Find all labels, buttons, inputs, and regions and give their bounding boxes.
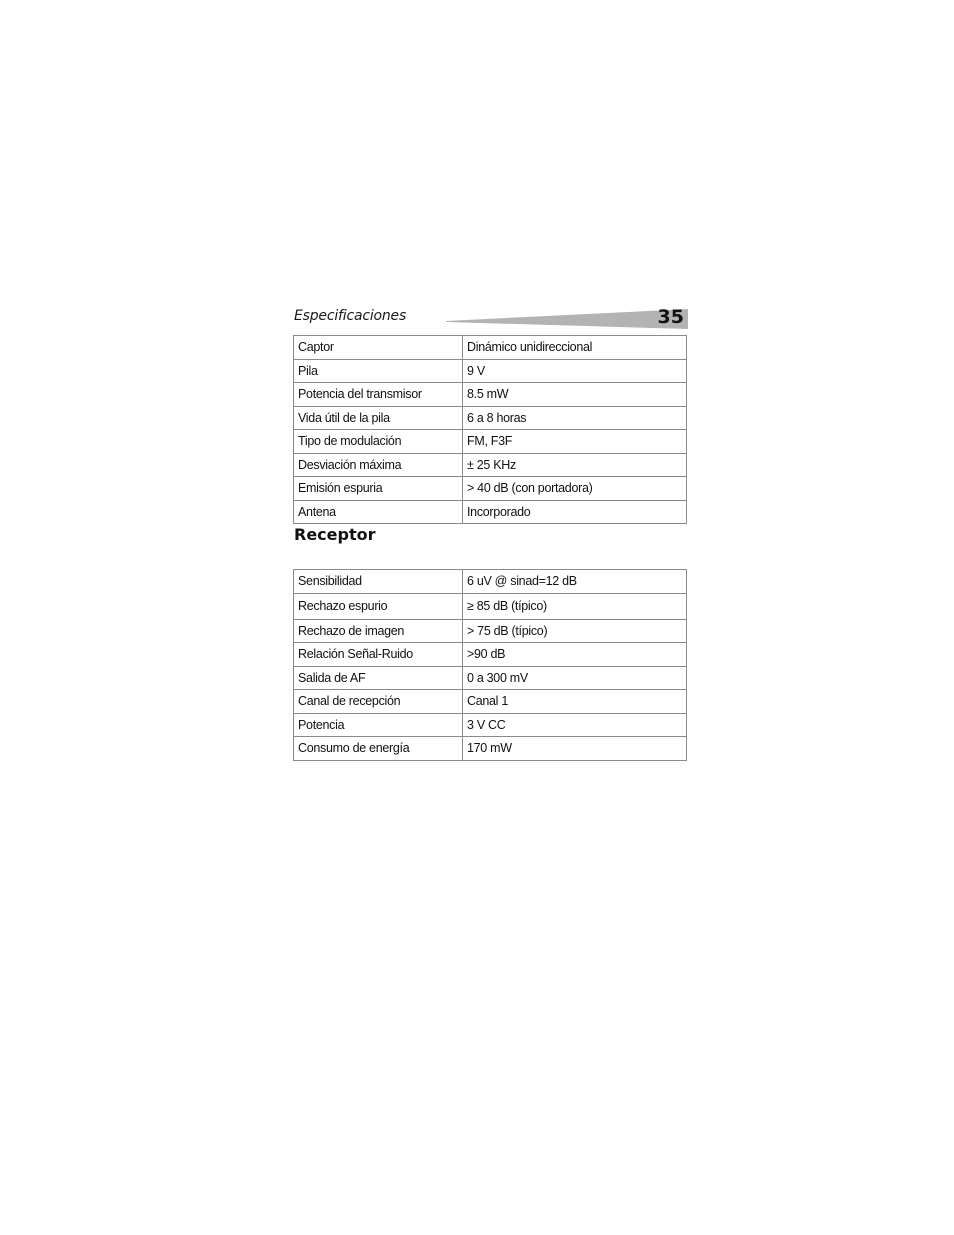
spec-value: 3 V CC <box>463 713 687 737</box>
header-wedge-bar <box>446 308 688 329</box>
table-row <box>294 453 687 477</box>
spec-label: Potencia del transmisor <box>294 383 463 407</box>
spec-value: 8.5 mW <box>463 383 687 407</box>
section-title: Especificaciones <box>294 308 407 324</box>
transmitter-spec-table <box>293 335 687 524</box>
spec-value: 6 a 8 horas <box>463 406 687 430</box>
table-row <box>294 737 687 761</box>
receiver-spec-table <box>293 569 687 761</box>
spec-label: Sensibilidad <box>294 570 463 594</box>
spec-value: >90 dB <box>463 643 687 667</box>
spec-value: 6 uV @ sinad=12 dB <box>463 570 687 594</box>
spec-label: Desviación máxima <box>294 453 463 477</box>
header-wedge-shape <box>446 309 688 329</box>
spec-label: Rechazo espurio <box>294 593 463 619</box>
spec-value: > 75 dB (típico) <box>463 619 687 643</box>
table-row <box>294 570 687 594</box>
spec-label: Vida útil de la pila <box>294 406 463 430</box>
page-header <box>294 306 688 330</box>
table-row <box>294 336 687 360</box>
spec-value: Dinámico unidireccional <box>463 336 687 360</box>
table-row <box>294 643 687 667</box>
spec-value: Canal 1 <box>463 690 687 714</box>
table-row <box>294 477 687 501</box>
spec-label: Tipo de modulación <box>294 430 463 454</box>
table-row <box>294 619 687 643</box>
spec-value: 0 a 300 mV <box>463 666 687 690</box>
spec-label: Antena <box>294 500 463 524</box>
spec-label: Rechazo de imagen <box>294 619 463 643</box>
table-row <box>294 666 687 690</box>
table-row <box>294 690 687 714</box>
spec-value: FM, F3F <box>463 430 687 454</box>
spec-label: Relación Señal-Ruido <box>294 643 463 667</box>
spec-label: Consumo de energía <box>294 737 463 761</box>
receiver-heading: Receptor <box>294 525 376 544</box>
spec-value: ≥ 85 dB (típico) <box>463 593 687 619</box>
spec-label: Potencia <box>294 713 463 737</box>
table-row <box>294 406 687 430</box>
spec-value: ± 25 KHz <box>463 453 687 477</box>
spec-label: Emisión espuria <box>294 477 463 501</box>
spec-label: Pila <box>294 359 463 383</box>
table-row <box>294 383 687 407</box>
table-row <box>294 359 687 383</box>
spec-value: Incorporado <box>463 500 687 524</box>
spec-label: Salida de AF <box>294 666 463 690</box>
table-row <box>294 430 687 454</box>
table-row <box>294 500 687 524</box>
table-row <box>294 593 687 619</box>
spec-value: 170 mW <box>463 737 687 761</box>
spec-label: Canal de recepción <box>294 690 463 714</box>
spec-value: 9 V <box>463 359 687 383</box>
spec-label: Captor <box>294 336 463 360</box>
spec-value: > 40 dB (con portadora) <box>463 477 687 501</box>
table-row <box>294 713 687 737</box>
page-number: 35 <box>657 306 684 328</box>
